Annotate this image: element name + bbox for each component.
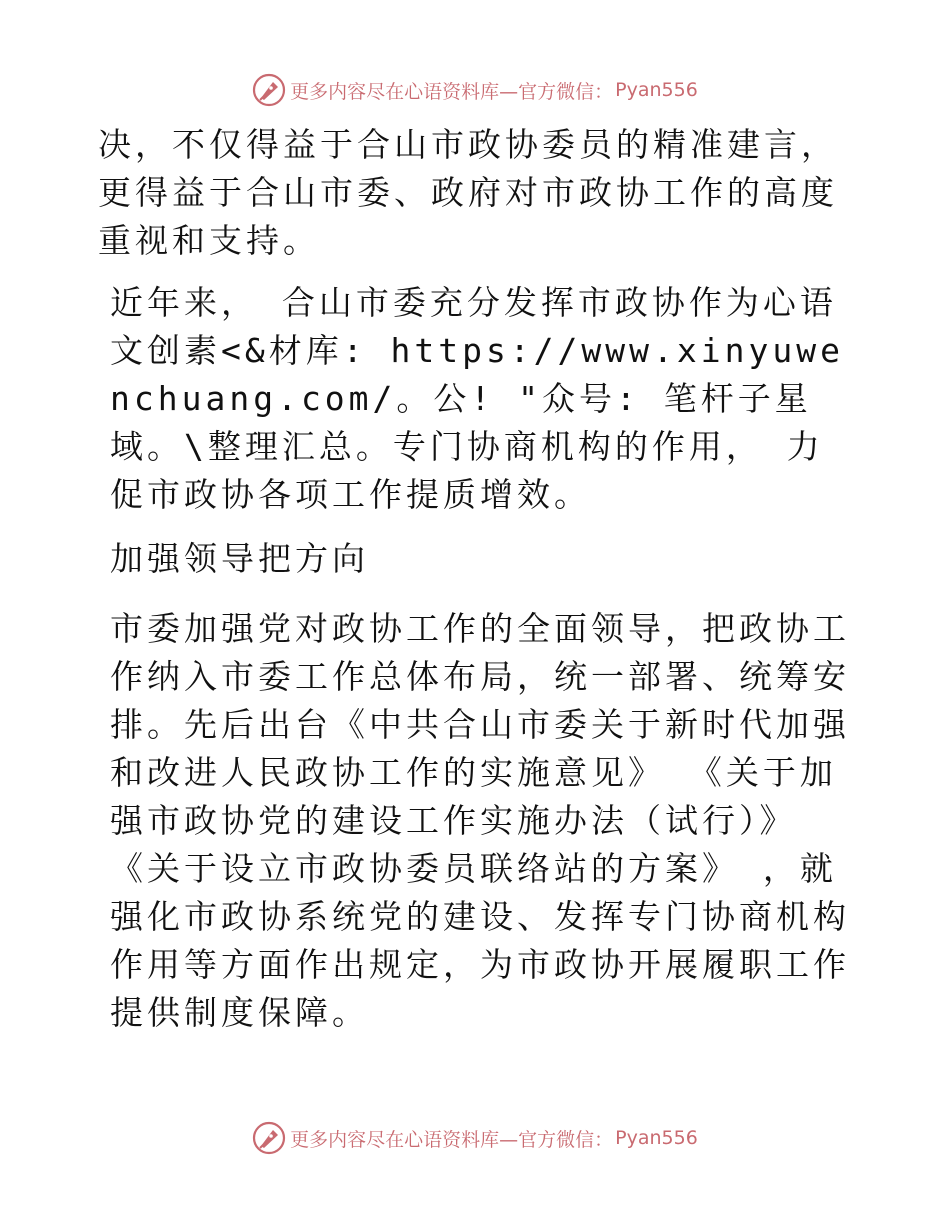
footer-wechat-id: Pyan556	[615, 1127, 698, 1149]
paragraph: 市委加强党对政协工作的全面领导，把政协工作纳入市委工作总体布局，统一部署、统筹安排。先后出台《中共合山市委关于新时代加强和改进人民政协工作的实施意见》 《关于加强市政协党的建设工作实施办法（试行）》 《关于设立市政协委员联络站的方案》 ，就强化市政协系统党的建设、发挥专门协商机构作用等方面作出规定，为市政协开展履职工作提供制度保障。	[110, 609, 850, 1032]
paragraph: 近年来， 合山市委充分发挥市政协作为心语文创素<&材库: https://www.xinyuwenchuang.com/。公! "众号: 笔杆子星域。\整理汇总。专门协商机构的作用， 力促市政协各项工作提质增效。	[110, 283, 844, 514]
section-heading: 加强领导把方向	[110, 539, 369, 578]
pen-nib-logo-icon	[252, 1121, 286, 1155]
footer-banner	[0, 1118, 950, 1158]
paragraph: 决，不仅得益于合山市政协委员的精准建言，更得益于合山市委、政府对市政协工作的高度重视和支持。	[98, 125, 838, 260]
pen-nib-logo-icon	[252, 73, 286, 107]
header-wechat-id: Pyan556	[615, 79, 698, 101]
header-banner-text: 更多内容尽在心语资料库—官方微信：	[290, 80, 614, 103]
document-body	[98, 121, 858, 1037]
footer-banner-text: 更多内容尽在心语资料库—官方微信：	[290, 1128, 614, 1151]
header-banner	[0, 70, 950, 110]
